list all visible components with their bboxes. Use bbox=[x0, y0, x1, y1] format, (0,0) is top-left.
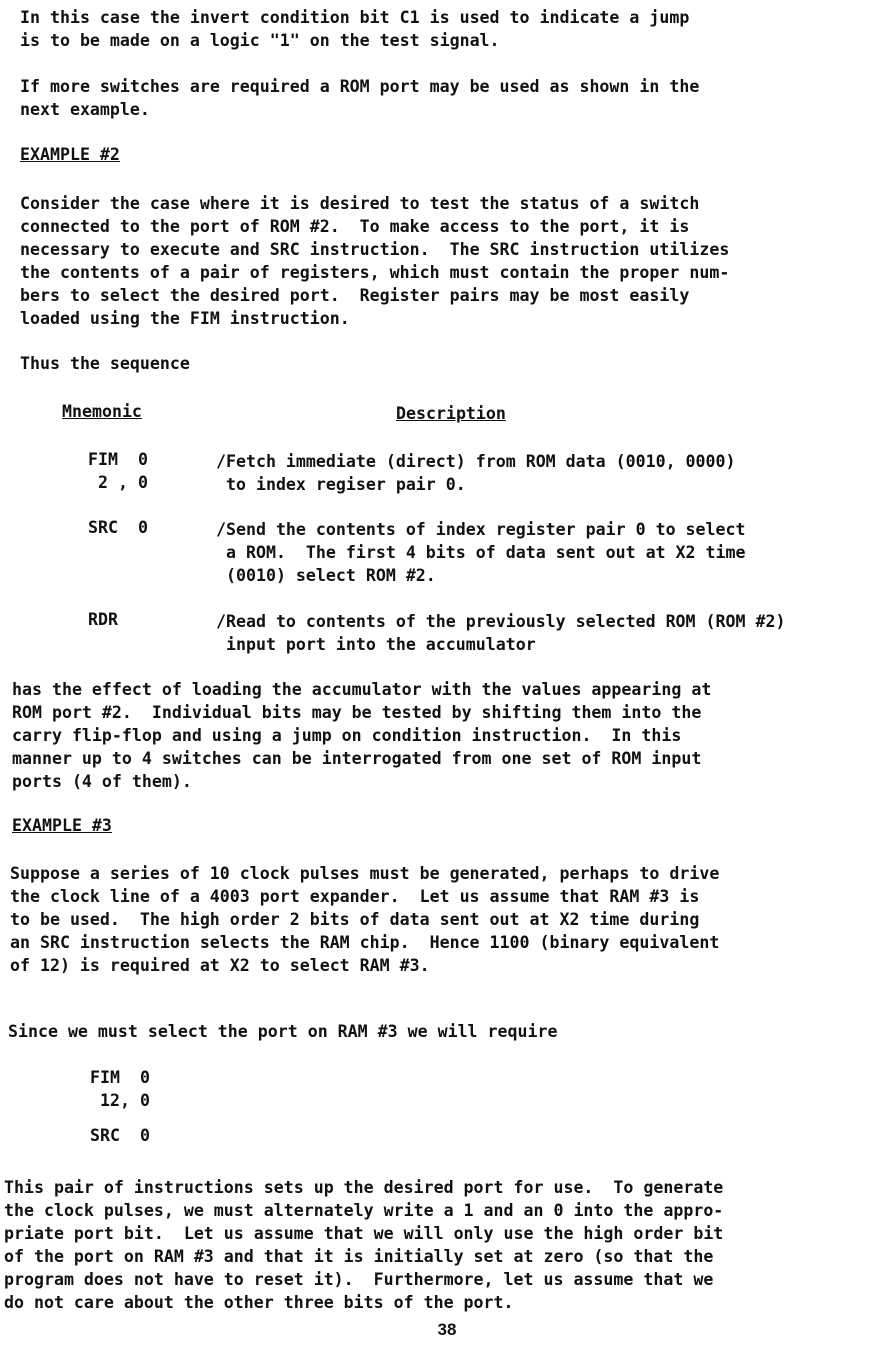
description-row-3: /Read to contents of the previously selected ROM (ROM #2) input port into the accumulator bbox=[216, 612, 786, 654]
code-fim-line: FIM 0 bbox=[90, 1068, 150, 1087]
description-row-2: /Send the contents of index register pair 0 to select a ROM. The first 4 bits of data sent out at X2 time (0010) select ROM #2. bbox=[216, 520, 746, 585]
mnemonic-row-2: SRC 0 bbox=[88, 518, 148, 537]
heading-example-3: EXAMPLE #3 bbox=[12, 816, 112, 835]
description-row-1: /Fetch immediate (direct) from ROM data (0010, 0000) to index regiser pair 0. bbox=[216, 452, 736, 494]
code-operand-line: 12, 0 bbox=[90, 1091, 150, 1110]
column-header-description: Description bbox=[396, 404, 506, 423]
paragraph-example-2-body: Consider the case where it is desired to test the status of a switch connected to the port of ROM #2. To make access to the port, it is necessary to execute and SRC instruction. The SRC instruction utilizes the contents of a pair of registers, which must contain the proper num- bers to select the desired port. Register pairs may be most easily loaded using the FIM instruction. bbox=[20, 194, 730, 328]
paragraph-example-3-body: Suppose a series of 10 clock pulses must be generated, perhaps to drive the clock line of a 4003 port expander. Let us assume that RAM #3 is to be used. The high order 2 bits of data sent out at X2 time during an SRC instruction selects the RAM chip. Hence 1100 (binary equivalent of 12) is required at X2 to select RAM #3. bbox=[10, 864, 720, 975]
paragraph-instruction-pair: This pair of instructions sets up the desired port for use. To generate the clock pulses, we must alternately write a 1 and an 0 into the appro- priate port bit. Let us assume that we will only use the high order bit of the port on RAM #3 and that it is initially set at zero (so that the program does not have to reset it). Furthermore, let us assume that we do not care about the other three bits of the port. bbox=[4, 1178, 724, 1312]
page-number: 38 bbox=[437, 1320, 457, 1339]
mnemonic-row-1: FIM 0 2 , 0 bbox=[88, 450, 148, 492]
heading-example-2: EXAMPLE #2 bbox=[20, 145, 120, 164]
mnemonic-row-3: RDR bbox=[88, 610, 118, 629]
column-header-mnemonic: Mnemonic bbox=[62, 402, 142, 421]
paragraph-invert-condition: In this case the invert condition bit C1 is used to indicate a jump is to be made on a logic "1" on the test signal. bbox=[20, 8, 690, 50]
paragraph-effect-loading: has the effect of loading the accumulator with the values appearing at ROM port #2. Individual bits may be tested by shifting them into the carry flip-flop and using a jump on condition instruction. In this manner up to 4 switches can be interrogated from one set of ROM input ports (4 of them). bbox=[12, 680, 712, 791]
paragraph-select-port: Since we must select the port on RAM #3 we will require bbox=[8, 1022, 558, 1041]
paragraph-more-switches: If more switches are required a ROM port may be used as shown in the next example. bbox=[20, 77, 700, 119]
paragraph-thus-sequence: Thus the sequence bbox=[20, 354, 190, 373]
code-src-line: SRC 0 bbox=[90, 1126, 150, 1145]
